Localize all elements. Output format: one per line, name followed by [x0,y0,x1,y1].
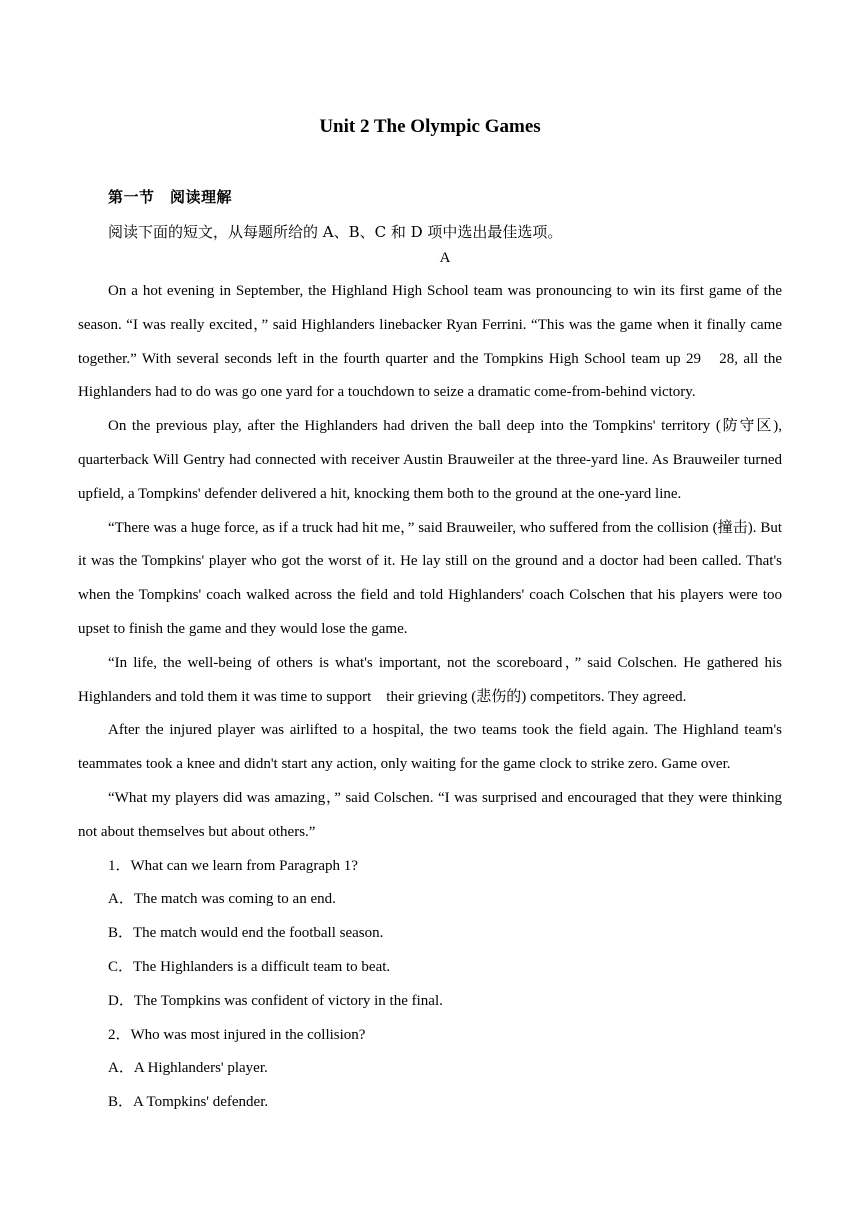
answer-option: A．A Highlanders' player. [108,1060,268,1077]
answer-option: B．A Tompkins' defender. [108,1094,269,1111]
passage-paragraph: On a hot evening in September, the Highland High School team was pronouncing to win its first game of the season. “I was really excited，” said Highlanders linebacker Ryan Ferrini. “This was the game when it finally came together.” With several seconds left in the fourth quarter and the Tompkins High School team up 29 28, all the Highlanders had to do was go one yard for a touchdown to seize a dramatic come-from-behind victory. [78,283,782,401]
question-stem: 1．What can we learn from Paragraph 1? [108,857,358,874]
section-heading: 第一节 阅读理解 [108,188,233,206]
passage-paragraph: “In life, the well-being of others is what's important, not the scoreboard，” said Colschen. He gathered his Highlanders and told them it was time to support their grieving (悲伤的) competitors. They agreed. [78,654,782,705]
passage-label: A [439,250,451,266]
answer-option: A．The match was coming to an end. [108,891,336,908]
passage-paragraph: On the previous play, after the Highlanders had driven the ball deep into the Tompkins' territory (防守区), quarterback Will Gentry had connected with receiver Austin Brauweiler at the three-yard line. As Brauweiler turned upfield, a Tompkins' defender delivered a hit, knocking them both to the ground at the one-yard line. [78,418,782,502]
answer-option: C．The Highlanders is a difficult team to beat. [108,958,391,975]
passage-paragraph: “There was a huge force, as if a truck had hit me，” said Brauweiler, who suffered from the collision (撞击). But it was the Tompkins' player who got the worst of it. He lay still on the ground and a doctor had been called. That's when the Tompkins' coach walked across the field and told Highlanders' coach Colschen that his players were too upset to finish the game and they would lose the game. [78,519,782,637]
instruction-text: 阅读下面的短文，从每题所给的 A、B、C 和 D 项中选出最佳选项。 [108,223,563,241]
page-title: Unit 2 The Olympic Games [319,116,541,137]
passage-body [78,275,782,1120]
answer-option: D．The Tompkins was confident of victory in the final. [108,992,443,1009]
answer-option: B．The match would end the football season. [108,925,384,942]
question-stem: 2．Who was most injured in the collision? [108,1026,366,1043]
passage-paragraph: After the injured player was airlifted to a hospital, the two teams took the field again. The Highland team's teammates took a knee and didn't start any action, only waiting for the game clock to strike zero. Game over. [78,722,782,773]
passage-paragraph: “What my players did was amazing，” said Colschen. “I was surprised and encouraged that they were thinking not about themselves but about others.” [78,789,782,840]
